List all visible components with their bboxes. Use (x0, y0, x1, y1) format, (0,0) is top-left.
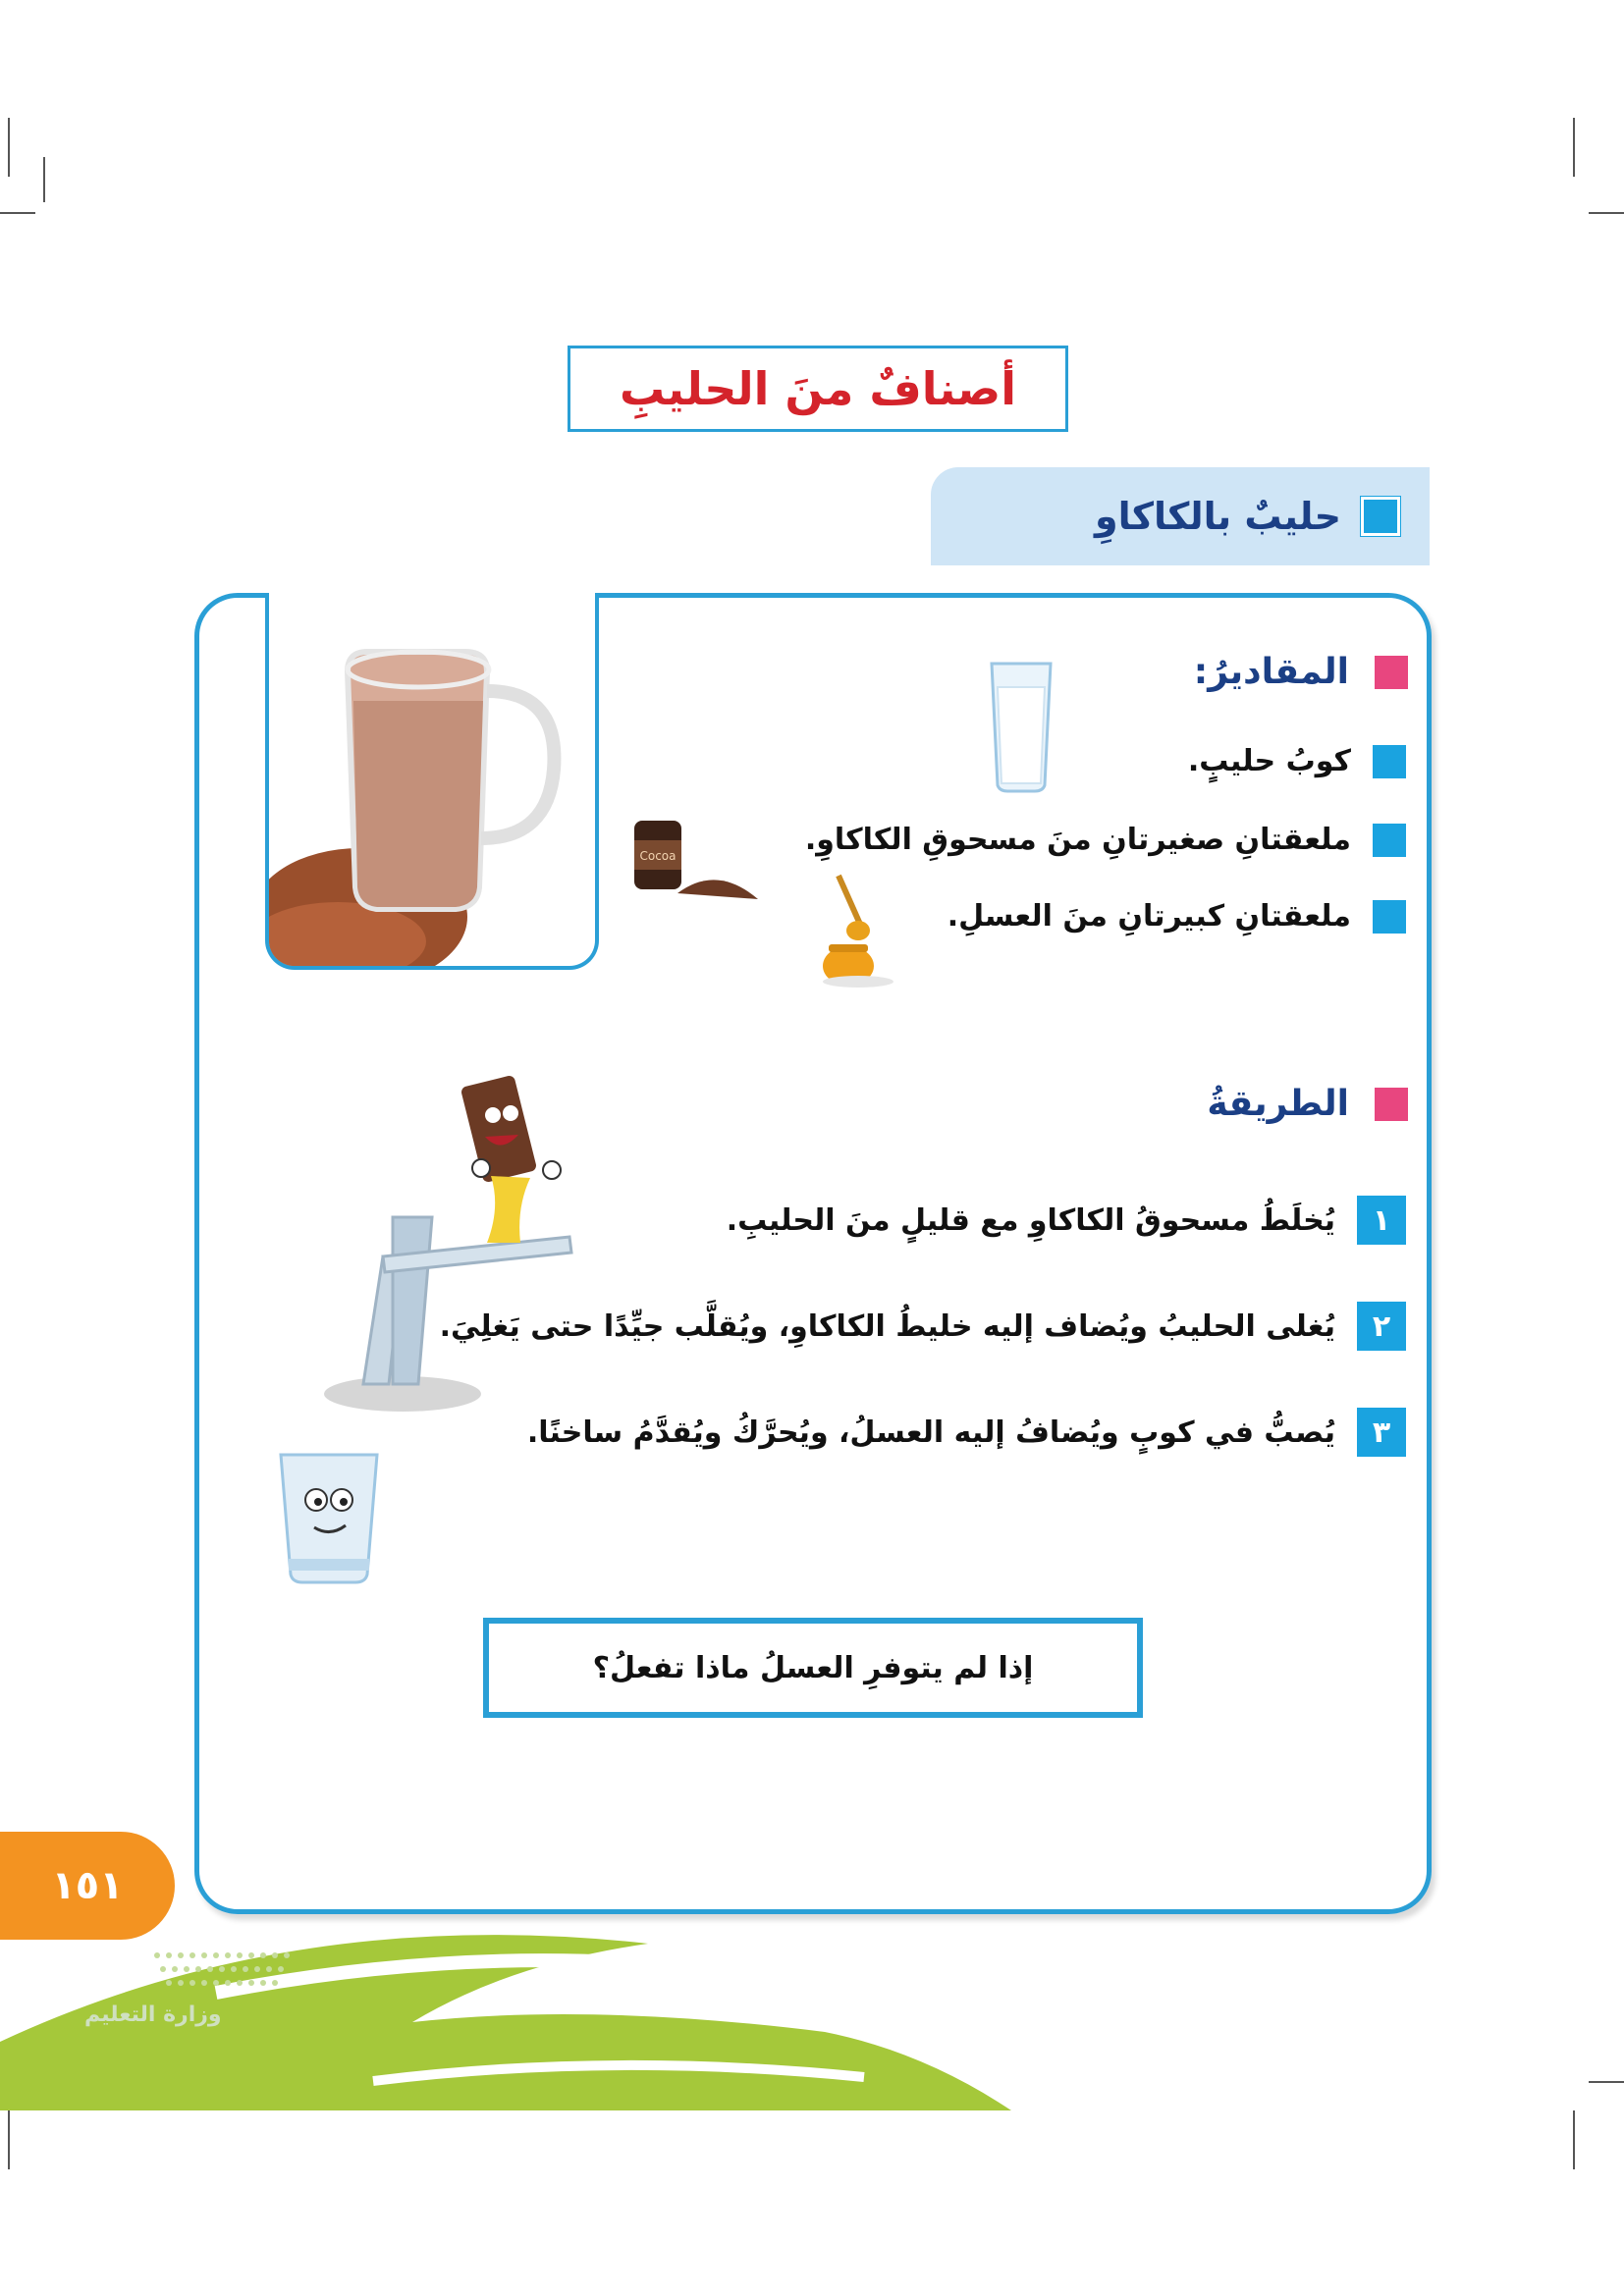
step-number: ٣ (1357, 1408, 1406, 1457)
crop-mark (1589, 2081, 1624, 2083)
list-item (1188, 744, 1406, 778)
ingredient-label: ملعقتانِ كبيرتانِ منَ العسلِ. (947, 899, 1351, 934)
square-bullet-icon (1373, 824, 1406, 857)
square-bullet-icon (1375, 656, 1408, 689)
crop-mark (8, 118, 10, 177)
crop-mark (1589, 212, 1624, 214)
method-heading (1207, 1084, 1408, 1124)
milk-glass-icon (988, 658, 1055, 795)
step-text: يُغلى الحليبُ ويُضاف إليه خليطُ الكاكاوِ، ويُقلَّب جيِّدًا حتى يَغلِيَ. (439, 1308, 1335, 1344)
jar-label: Cocoa (639, 849, 677, 863)
cocoa-cup-illustration (269, 593, 599, 970)
square-bullet-icon (1375, 1088, 1408, 1121)
crop-mark (0, 212, 35, 214)
method-step (727, 1196, 1406, 1245)
step-number: ٢ (1357, 1302, 1406, 1351)
page-title: أصنافٌ منَ الحليبِ (619, 362, 1017, 415)
question-text: إذا لم يتوفرِ العسلُ ماذا تفعلُ؟ (592, 1650, 1034, 1685)
section-title: حليبٌ بالكاكاوِ (1094, 495, 1341, 538)
square-bullet-icon (1373, 900, 1406, 934)
ingredient-label: كوبُ حليبٍ. (1187, 744, 1351, 778)
crop-mark (1573, 2110, 1575, 2169)
cocoa-jar-icon (628, 815, 766, 913)
section-tab (931, 467, 1430, 565)
chocolate-diver-illustration (324, 1060, 589, 1423)
cocoa-milk-photo (265, 593, 599, 970)
method-heading-label: الطريقةُ (1207, 1084, 1349, 1124)
step-text: يُصبُّ في كوبٍ ويُضافُ إليه العسلُ، ويُحرَّكُ ويُقدَّمُ ساخنًا. (526, 1415, 1335, 1450)
ingredients-heading-label: المقاديرُ: (1193, 652, 1349, 692)
step-text: يُخلَطُ مسحوقُ الكاكاوِ مع قليلٍ منَ الحليبِ. (726, 1202, 1335, 1238)
method-step (527, 1408, 1406, 1457)
list-item (947, 899, 1406, 934)
page-title-box (568, 346, 1068, 432)
honey-jar-icon (819, 872, 897, 989)
step-number: ١ (1357, 1196, 1406, 1245)
cartoon-glass-illustration (275, 1449, 383, 1586)
ministry-logo-icon (149, 1948, 297, 1993)
ingredients-heading (1194, 652, 1408, 692)
page-number: ١٥١ (51, 1863, 124, 1908)
square-bullet-icon (1361, 497, 1400, 536)
ministry-watermark: وزارة التعليم (84, 2002, 222, 2027)
ingredient-label: ملعقتانِ صغيرتانِ منَ مسحوقِ الكاكاوِ. (804, 823, 1351, 857)
crop-mark (43, 157, 45, 202)
question-box (483, 1618, 1143, 1718)
square-bullet-icon (1373, 745, 1406, 778)
list-item (805, 823, 1406, 857)
crop-mark (1573, 118, 1575, 177)
